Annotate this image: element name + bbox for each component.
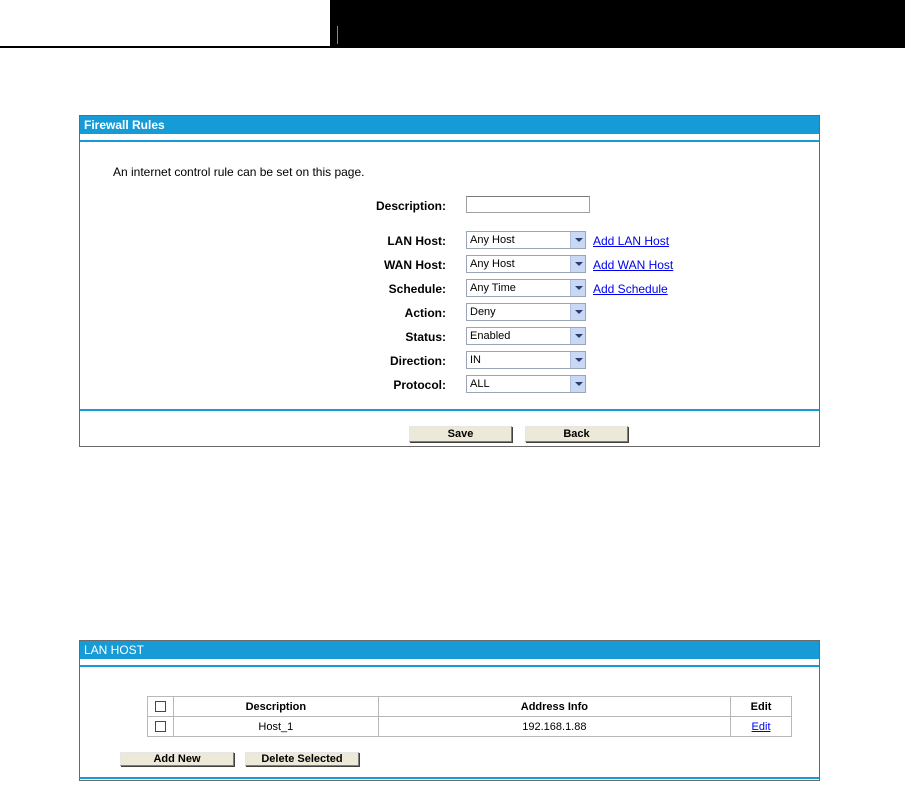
column-address-info: Address Info [378, 697, 730, 717]
select-all-checkbox[interactable] [155, 701, 166, 712]
back-button[interactable]: Back [525, 426, 628, 442]
chevron-down-icon [570, 376, 585, 392]
schedule-row [80, 279, 819, 299]
panel-divider [80, 777, 819, 779]
lan-host-panel [79, 640, 820, 781]
lan-host-select[interactable] [466, 231, 586, 249]
lan-host-label: LAN Host: [387, 234, 446, 248]
panel-title: LAN HOST [80, 641, 819, 659]
wan-host-value: Any Host [470, 258, 515, 270]
action-label: Action: [404, 306, 446, 320]
add-lan-host-link[interactable]: Add LAN Host [593, 234, 670, 248]
direction-label: Direction: [389, 354, 446, 368]
direction-value: IN [470, 354, 481, 366]
wan-host-row [80, 255, 819, 275]
action-row [80, 303, 819, 323]
edit-link[interactable]: Edit [751, 720, 771, 733]
description-input[interactable] [466, 196, 590, 213]
lan-host-value: Any Host [470, 234, 515, 246]
protocol-select[interactable] [466, 375, 586, 393]
add-new-button[interactable]: Add New [120, 752, 234, 766]
panel-title-strip [80, 134, 819, 142]
lan-host-row [80, 231, 819, 251]
status-value: Enabled [470, 330, 511, 342]
direction-row [80, 351, 819, 371]
protocol-label: Protocol: [393, 378, 446, 392]
description-label: Description: [375, 199, 446, 213]
protocol-row [80, 375, 819, 395]
table-header-row [148, 697, 792, 717]
table-row [148, 717, 792, 737]
chevron-down-icon [570, 352, 585, 368]
column-edit: Edit [731, 697, 792, 717]
lan-host-table [147, 696, 792, 737]
action-select[interactable] [466, 303, 586, 321]
select-all-cell [148, 697, 174, 717]
status-select[interactable] [466, 327, 586, 345]
protocol-value: ALL [470, 378, 490, 390]
status-label: Status: [405, 330, 446, 344]
description-row [80, 196, 819, 216]
schedule-label: Schedule: [388, 282, 446, 296]
delete-selected-button[interactable]: Delete Selected [245, 752, 359, 766]
add-wan-host-link[interactable]: Add WAN Host [593, 258, 674, 272]
wan-host-label: WAN Host: [384, 258, 446, 272]
action-value: Deny [470, 306, 496, 318]
chevron-down-icon [570, 256, 585, 272]
wan-host-select[interactable] [466, 255, 586, 273]
panel-title-strip [80, 659, 819, 667]
row-checkbox[interactable] [155, 721, 166, 732]
firewall-rules-panel [79, 115, 820, 447]
header-divider [337, 26, 338, 44]
column-description: Description [173, 697, 378, 717]
panel-title: Firewall Rules [80, 116, 819, 134]
row-select-cell [148, 717, 174, 737]
row-edit-cell [731, 717, 792, 737]
chevron-down-icon [570, 232, 585, 248]
add-schedule-link[interactable]: Add Schedule [593, 282, 668, 296]
row-description: Host_1 [173, 717, 378, 737]
schedule-value: Any Time [470, 282, 516, 294]
row-address-info: 192.168.1.88 [378, 717, 730, 737]
header-left-rule [0, 46, 330, 48]
intro-text: An internet control rule can be set on this page. [113, 165, 365, 179]
panel-divider [80, 409, 819, 411]
header-bar [330, 0, 905, 48]
schedule-select[interactable] [466, 279, 586, 297]
chevron-down-icon [570, 328, 585, 344]
status-row [80, 327, 819, 347]
save-button[interactable]: Save [409, 426, 512, 442]
chevron-down-icon [570, 304, 585, 320]
chevron-down-icon [570, 280, 585, 296]
direction-select[interactable] [466, 351, 586, 369]
